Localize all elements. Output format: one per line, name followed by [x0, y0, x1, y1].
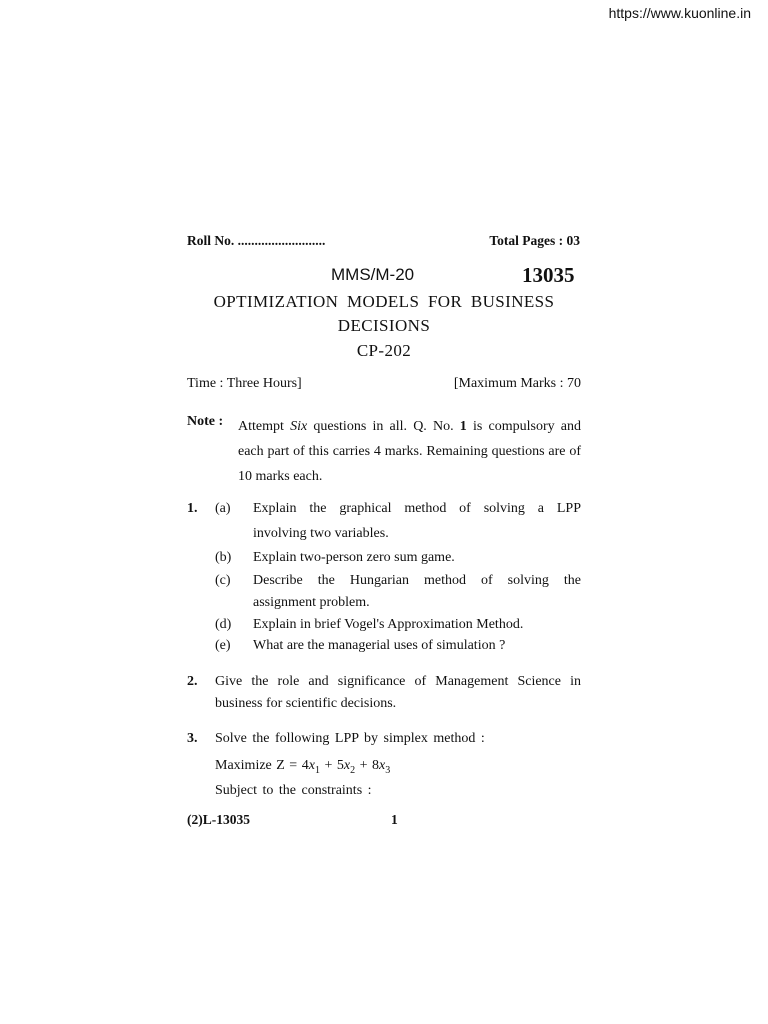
- q3-sub-2: 2: [350, 764, 356, 776]
- max-marks: [Maximum Marks : 70: [453, 376, 581, 391]
- q3-plus-3: + 8: [355, 758, 379, 773]
- q1-part-a-label: (a): [215, 501, 231, 516]
- note-six: Six: [290, 419, 308, 434]
- q3-var-x1: x: [308, 758, 315, 773]
- page-number: 1: [391, 812, 398, 827]
- course-code: CP-202: [356, 341, 412, 360]
- watermark-url: https://www.kuonline.in: [608, 5, 751, 21]
- q1-part-c-label: (c): [215, 573, 231, 588]
- q3-sub-3: 3: [385, 764, 391, 776]
- q1-part-a-line-2: involving two variables.: [253, 526, 389, 541]
- q1-part-c-line-1: Describe the Hungarian method of solving the: [253, 573, 581, 588]
- note-text-3: is compulsory and each part of this carries 4 marks. Remaining questions are of 10 marks each.: [238, 419, 582, 484]
- note-text-2: questions in all. Q. No.: [307, 419, 460, 434]
- q3-var-x2: x: [343, 758, 351, 773]
- paper-number: 13035: [522, 263, 575, 287]
- note-q1: 1: [459, 419, 467, 434]
- q3-objective: [215, 758, 390, 776]
- q3-line-3: Subject to the constraints :: [215, 783, 372, 798]
- footer-code: (2)L-13035: [187, 812, 250, 827]
- note-label: Note :: [187, 414, 224, 429]
- q2-line-1: Give the role and significance of Management Science in: [215, 674, 581, 689]
- q1-part-b-label: (b): [215, 550, 232, 565]
- q3-plus-2: + 5: [319, 758, 344, 773]
- question-3-number: 3.: [187, 731, 198, 746]
- question-1-number: 1.: [187, 501, 198, 516]
- q1-part-d-line-1: Explain in brief Vogel's Approximation Method.: [253, 617, 524, 632]
- q1-part-a-line-1: Explain the graphical method of solving a LPP: [253, 501, 581, 516]
- q3-objective-prefix: Maximize Z = 4: [215, 758, 309, 773]
- q1-part-e-line-1: What are the managerial uses of simulation ?: [253, 638, 506, 653]
- note-text-1: Attempt: [238, 419, 291, 434]
- question-2-number: 2.: [187, 674, 198, 689]
- note-text: [238, 414, 581, 489]
- q3-var-x3: x: [378, 758, 386, 773]
- q2-line-2: business for scientific decisions.: [215, 696, 397, 711]
- roll-number: Roll No. ..........................: [187, 233, 326, 248]
- q1-part-e-label: (e): [215, 638, 231, 653]
- total-pages: Total Pages : 03: [489, 233, 580, 248]
- q3-line-1: Solve the following LPP by simplex method :: [215, 731, 485, 746]
- q1-part-c-line-2: assignment problem.: [253, 595, 370, 610]
- paper-title-line-2: DECISIONS: [337, 316, 431, 335]
- paper-title-line-1: OPTIMIZATION MODELS FOR BUSINESS: [213, 292, 555, 311]
- exam-time: Time : Three Hours]: [187, 376, 302, 391]
- q1-part-d-label: (d): [215, 617, 232, 632]
- q3-sub-1: 1: [314, 764, 320, 776]
- paper-code: MMS/M-20: [331, 265, 415, 284]
- q1-part-b-line-1: Explain two-person zero sum game.: [253, 550, 455, 565]
